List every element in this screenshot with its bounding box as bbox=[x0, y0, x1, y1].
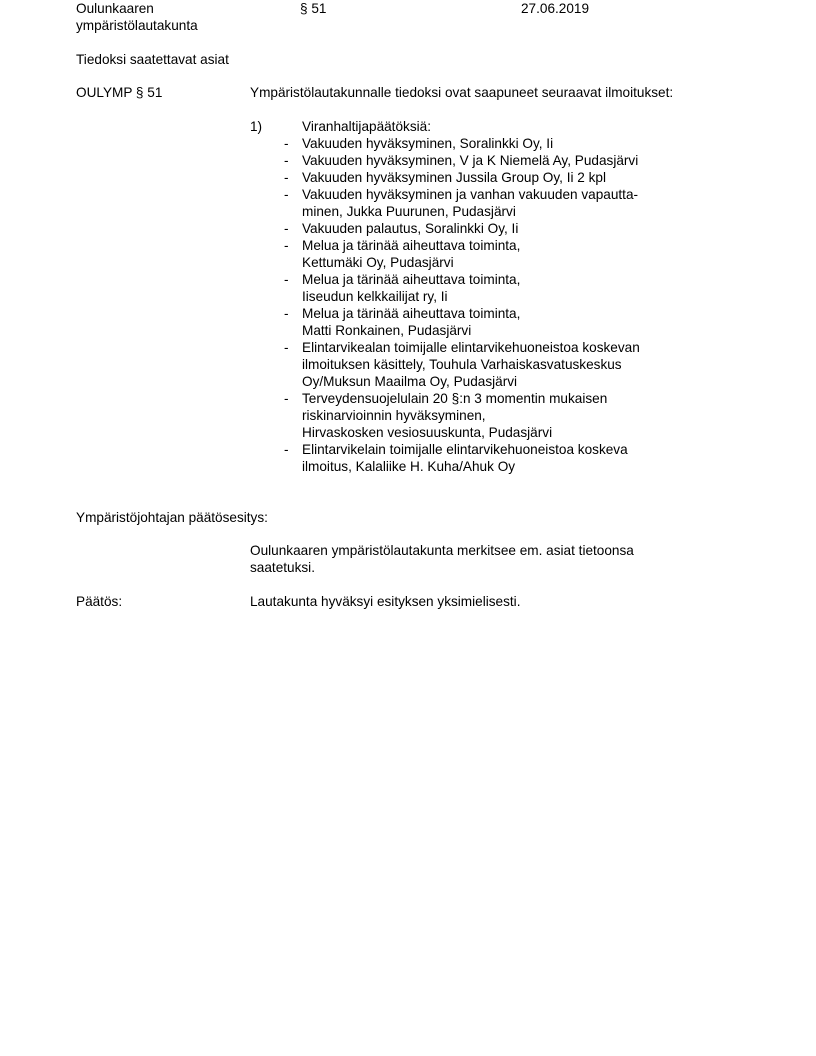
list-item bbox=[282, 441, 702, 475]
list-item bbox=[282, 271, 702, 305]
list-bullet-dash: - bbox=[284, 187, 289, 202]
list-bullet-dash: - bbox=[284, 340, 289, 355]
header-date: 27.06.2019 bbox=[521, 1, 590, 16]
list-bullet-dash: - bbox=[284, 442, 289, 457]
header-section-number: § 51 bbox=[300, 1, 327, 16]
list-bullet-dash: - bbox=[284, 391, 289, 406]
decision-text: Lautakunta hyväksyi esityksen yksimielisesti. bbox=[250, 594, 521, 609]
decision-label: Päätös: bbox=[76, 594, 123, 609]
list-item bbox=[282, 237, 702, 271]
list-bullet-dash: - bbox=[284, 153, 289, 168]
intro-text: Ympäristölautakunnalle tiedoksi ovat saapuneet seuraavat ilmoitukset: bbox=[250, 85, 674, 100]
list-item-line: Vakuuden hyväksyminen, V ja K Niemelä Ay, Pudasjärvi bbox=[302, 153, 639, 168]
list-item-line: Hirvaskosken vesiosuuskunta, Pudasjärvi bbox=[302, 425, 553, 440]
proposal-text bbox=[250, 542, 690, 576]
list-bullet-dash: - bbox=[284, 221, 289, 236]
list-item-line: ilmoitus, Kalaliike H. Kuha/Ahuk Oy bbox=[302, 459, 516, 474]
list-item-line: Melua ja tärinää aiheuttava toiminta, bbox=[302, 306, 521, 321]
list-item-line: Iiseudun kelkkailijat ry, Ii bbox=[302, 289, 448, 304]
list-item-line: minen, Jukka Puurunen, Pudasjärvi bbox=[302, 204, 516, 219]
proposal-text-line2: saatetuksi. bbox=[250, 560, 315, 575]
list-item-line: Elintarvikealan toimijalle elintarvikehuoneistoa koskevan bbox=[302, 340, 640, 355]
document-heading: Tiedoksi saatettavat asiat bbox=[76, 52, 229, 67]
proposal-text-line1: Oulunkaaren ympäristölautakunta merkitsee em. asiat tietoonsa bbox=[250, 543, 634, 558]
list-item bbox=[282, 305, 702, 339]
list-number: 1) bbox=[250, 119, 263, 134]
list-item-line: Elintarvikelain toimijalle elintarvikehuoneistoa koskeva bbox=[302, 442, 628, 457]
list-item bbox=[282, 390, 702, 441]
list-item-line: Matti Ronkainen, Pudasjärvi bbox=[302, 323, 472, 338]
organization-name bbox=[76, 0, 246, 34]
list-item-line: Melua ja tärinää aiheuttava toiminta, bbox=[302, 238, 521, 253]
list-item-line: Kettumäki Oy, Pudasjärvi bbox=[302, 255, 454, 270]
section-identifier: OULYMP § 51 bbox=[76, 85, 163, 100]
proposal-label: Ympäristöjohtajan päätösesitys: bbox=[76, 510, 268, 525]
list-item-line: ilmoituksen käsittely, Touhula Varhaiskasvatuskeskus bbox=[302, 357, 622, 372]
list-item-line: Vakuuden palautus, Soralinkki Oy, Ii bbox=[302, 221, 519, 236]
list-item bbox=[282, 220, 702, 237]
list-bullet-dash: - bbox=[284, 306, 289, 321]
list-title: Viranhaltijapäätöksiä: bbox=[302, 119, 431, 134]
list-bullet-dash: - bbox=[284, 272, 289, 287]
list-item-line: Vakuuden hyväksyminen, Soralinkki Oy, Ii bbox=[302, 136, 554, 151]
organization-name-line2: ympäristölautakunta bbox=[76, 18, 198, 33]
list-item-line: Vakuuden hyväksyminen ja vanhan vakuuden vapautta- bbox=[302, 187, 639, 202]
list-item bbox=[282, 186, 702, 220]
list-bullet-dash: - bbox=[284, 170, 289, 185]
list-item-line: Vakuuden hyväksyminen Jussila Group Oy, Ii 2 kpl bbox=[302, 170, 606, 185]
list-item-line: Melua ja tärinää aiheuttava toiminta, bbox=[302, 272, 521, 287]
list-item-line: riskinarvioinnin hyväksyminen, bbox=[302, 408, 486, 423]
list-bullet-dash: - bbox=[284, 136, 289, 151]
list-bullet-dash: - bbox=[284, 238, 289, 253]
list-item-line: Terveydensuojelulain 20 §:n 3 momentin mukaisen bbox=[302, 391, 608, 406]
list-item bbox=[282, 339, 702, 390]
list-item bbox=[282, 135, 702, 152]
organization-name-line1: Oulunkaaren bbox=[76, 1, 154, 16]
decision-list bbox=[282, 135, 702, 475]
list-item bbox=[282, 169, 702, 186]
list-item bbox=[282, 152, 702, 169]
list-item-line: Oy/Muksun Maailma Oy, Pudasjärvi bbox=[302, 374, 518, 389]
